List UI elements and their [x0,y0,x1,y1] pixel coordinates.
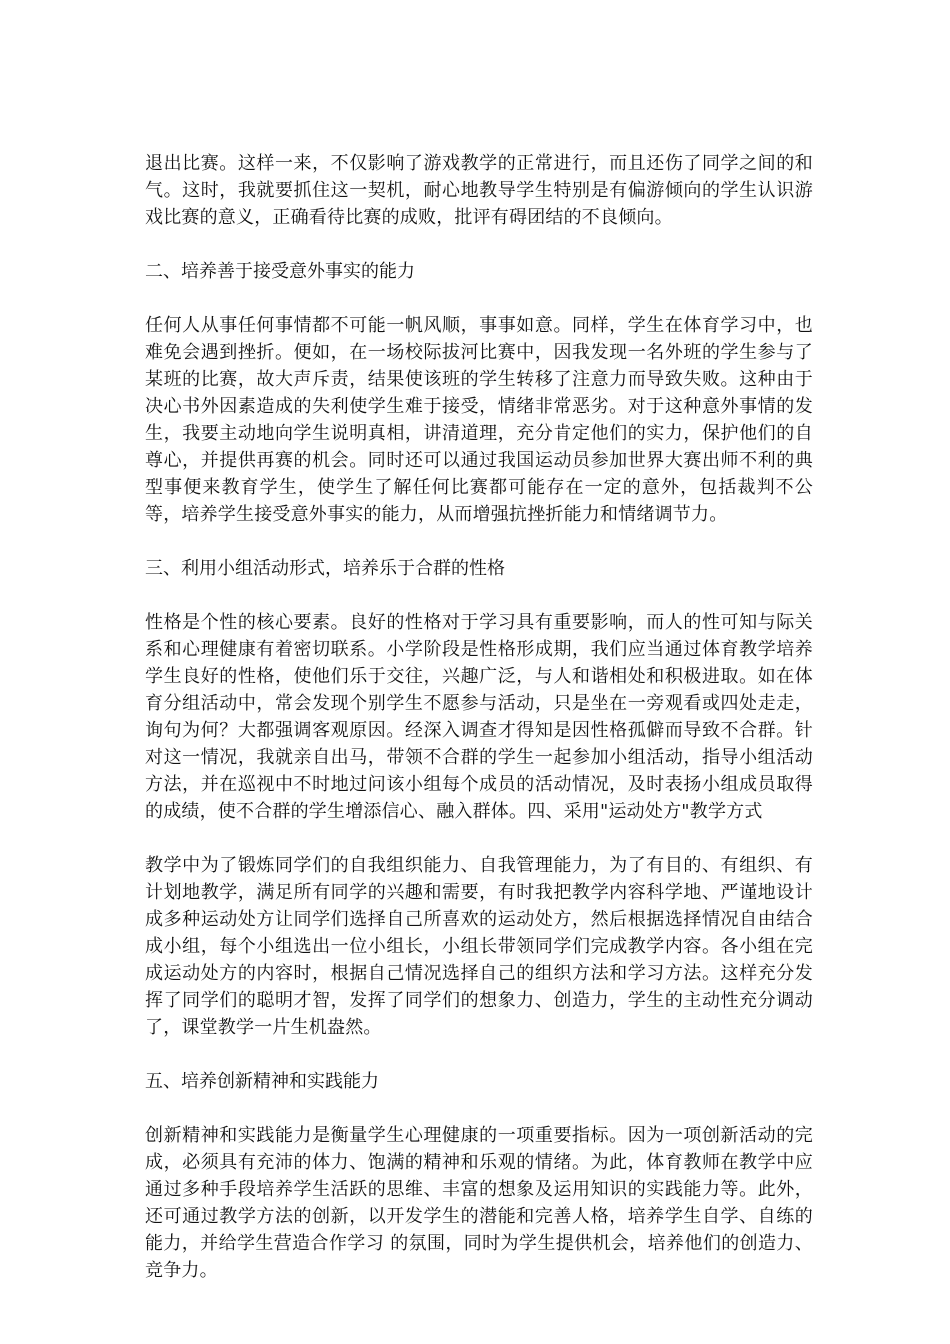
document-body [145,150,813,1311]
paragraph-1: 退出比赛。这样一来，不仅影响了游戏教学的正常进行，而且还伤了同学之间的和气。这时，我就要抓住这一契机，耐心地教导学生特别是有偏游倾向的学生认识游戏比赛的意义，正确看待比赛的成败，批评有碍团结的不良倾向。 [145,153,813,228]
paragraph-5: 创新精神和实践能力是衡量学生心理健康的一项重要指标。因为一项创新活动的完成，必须具有充沛的体力、饱满的精神和乐观的情绪。为此，体育教师在教学中应通过多种手段培养学生活跃的思维、丰富的想象及运用知识的实践能力等。此外，还可通过教学方法的创新，以开发学生的潜能和完善人格，培养学生自学、自练的能力，并给学生营造合作学习 的氛围，同时为学生提供机会，培养他们的创造力、竞争力。 [145,1125,813,1281]
section-heading-2: 二、培养善于接受意外事实的能力 [145,261,415,282]
section-heading-3: 三、利用小组活动形式，培养乐于合群的性格 [145,558,505,579]
paragraph-3: 性格是个性的核心要素。良好的性格对于学习具有重要影响，而人的性可知与际关系和心理健康有着密切联系。小学阶段是性格形成期，我们应当通过体育教学培养学生良好的性格，使他们乐于交往，兴趣广泛，与人和谐相处和积极进取。如在体育分组活动中，常会发现个别学生不愿参与活动，只是坐在一旁观看或四处走走，询句为何？大都强调客观原因。经深入调查才得知是因性格孤僻而导致不合群。针对这一情况，我就亲自出马，带领不合群的学生一起参加小组活动，指导小组活动方法，并在巡视中不时地过问该小组每个成员的活动情况，及时表扬小组成员取得的成绩，使不合群的学生增添信心、融入群体。四、采用"运动处方"教学方式 [145,612,813,822]
paragraph-4: 教学中为了锻炼同学们的自我组织能力、自我管理能力，为了有目的、有组织、有计划地教学，满足所有同学的兴趣和需要，有时我把教学内容科学地、严谨地设计成多种运动处方让同学们选择自己所喜欢的运动处方，然后根据选择情况自由结合成小组，每个小组选出一位小组长，小组长带领同学们完成教学内容。各小组在完成运动处方的内容时，根据自己情况选择自己的组织方法和学习方法。这样充分发挥了同学们的聪明才智，发挥了同学们的想象力、创造力，学生的主动性充分调动了，课堂教学一片生机盎然。 [145,855,813,1038]
section-heading-5: 五、培养创新精神和实践能力 [145,1071,379,1092]
paragraph-2: 任何人从事任何事情都不可能一帆风顺，事事如意。同样，学生在体育学习中，也难免会遇到挫折。便如，在一场校际拔河比赛中，因我发现一名外班的学生参与了某班的比赛，故大声斥责，结果使该班的学生转移了注意力而导致失败。这种由于决心书外因素造成的失利使学生难于接受，情绪非常恶劣。对于这种意外事情的发生，我要主动地向学生说明真相，讲清道理，充分肯定他们的实力，保护他们的自尊心，并提供再赛的机会。同时还可以通过我国运动员参加世界大赛出师不利的典型事便来教育学生，使学生了解任何比赛都可能存在一定的意外，包括裁判不公等，培养学生接受意外事实的能力，从而增强抗挫折能力和情绪调节力。 [145,315,813,525]
